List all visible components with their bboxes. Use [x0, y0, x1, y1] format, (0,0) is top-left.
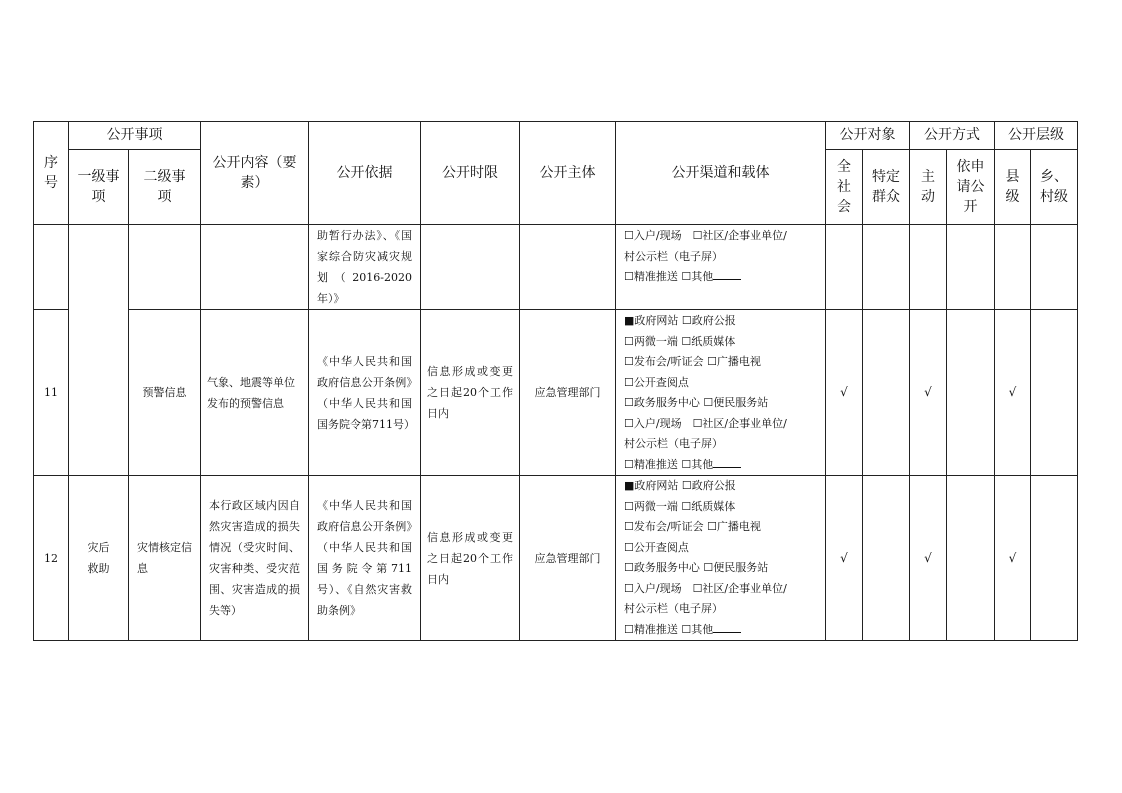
cell-channels — [616, 310, 826, 476]
cell-method-active — [910, 225, 947, 310]
table-row — [34, 310, 1078, 476]
channel-line: ☐政务服务中心 ☐便民服务站 — [624, 561, 769, 574]
cell-level1 — [69, 225, 129, 476]
cell-basis: 助暂行办法》、《国家综合防灾减灾规划（2016-2020年）》 — [309, 225, 421, 310]
header-level-township: 乡、村级 — [1031, 150, 1078, 225]
cell-level-township — [1031, 476, 1078, 641]
channel-line: ☐政务服务中心 ☐便民服务站 — [624, 396, 769, 409]
header-content: 公开内容（要素） — [201, 122, 309, 225]
blank-underline — [713, 456, 741, 468]
cell-audience-all: √ — [826, 310, 863, 476]
cell-content: 本行政区域内因自然灾害造成的损失情况（受灾时间、灾害种类、受灾范围、灾害造成的损失等） — [201, 476, 309, 641]
cell-level2: 灾情核定信息 — [129, 476, 201, 641]
cell-time-limit — [421, 225, 520, 310]
channel-line: ☐入户/现场 ☐社区/企事业单位/ — [624, 416, 787, 430]
header-audience-all: 全社会 — [826, 150, 863, 225]
header-method-request: 依申请公开 — [947, 150, 995, 225]
cell-level-township — [1031, 310, 1078, 476]
channel-line: 村公示栏（电子屏） — [624, 249, 723, 263]
cell-method-request — [947, 476, 995, 641]
cell-method-active: √ — [910, 310, 947, 476]
disclosure-table — [33, 121, 1078, 641]
cell-seq: 11 — [34, 310, 69, 476]
channel-line: ☐精准推送 ☐其他 — [624, 267, 825, 288]
table-row — [34, 225, 1078, 310]
cell-method-active: √ — [910, 476, 947, 641]
cell-content — [201, 225, 309, 310]
channel-line: ☐精准推送 ☐其他 — [624, 455, 825, 476]
channel-line: ☐入户/现场 ☐社区/企事业单位/ — [624, 581, 787, 595]
header-method-active: 主动 — [910, 150, 947, 225]
cell-level-township — [1031, 225, 1078, 310]
cell-channels — [616, 225, 826, 310]
cell-level2 — [129, 225, 201, 310]
cell-audience-all: √ — [826, 476, 863, 641]
table-row — [34, 476, 1078, 641]
cell-subject: 应急管理部门 — [520, 310, 616, 476]
cell-content: 气象、地震等单位发布的预警信息 — [201, 310, 309, 476]
header-basis: 公开依据 — [309, 122, 421, 225]
header-level: 公开层级 — [995, 122, 1078, 150]
cell-time-limit: 信息形成或变更之日起20个工作日内 — [421, 310, 520, 476]
header-channel: 公开渠道和载体 — [616, 122, 826, 225]
header-subject: 公开主体 — [520, 122, 616, 225]
cell-channels — [616, 476, 826, 641]
cell-subject — [520, 225, 616, 310]
channel-line: ☐精准推送 ☐其他 — [624, 620, 825, 641]
channel-line: ☐发布会/听证会 ☐广播电视 — [624, 355, 761, 368]
header-method: 公开方式 — [910, 122, 995, 150]
cell-seq — [34, 225, 69, 310]
header-seq: 序号 — [34, 122, 69, 225]
cell-subject: 应急管理部门 — [520, 476, 616, 641]
channel-line: 村公示栏（电子屏） — [624, 602, 723, 615]
channel-line: ☐两微一端 ☐纸质媒体 — [624, 334, 736, 348]
header-matter: 公开事项 — [69, 122, 201, 150]
cell-time-limit: 信息形成或变更之日起20个工作日内 — [421, 476, 520, 641]
cell-audience-specific — [863, 476, 910, 641]
cell-method-request — [947, 225, 995, 310]
cell-level-county — [995, 225, 1031, 310]
header-level1: 一级事项 — [69, 150, 129, 225]
header-level2: 二级事项 — [129, 150, 201, 225]
cell-level-county: √ — [995, 310, 1031, 476]
channel-line: ☐两微一端 ☐纸质媒体 — [624, 499, 736, 513]
channel-line: ☐公开查阅点 — [624, 540, 689, 554]
channel-line: ☐公开查阅点 — [624, 375, 689, 389]
header-level-county: 县级 — [995, 150, 1031, 225]
channel-line: ☐发布会/听证会 ☐广播电视 — [624, 520, 761, 533]
cell-seq: 12 — [34, 476, 69, 641]
header-audience: 公开对象 — [826, 122, 910, 150]
blank-underline — [713, 268, 741, 280]
cell-level-county: √ — [995, 476, 1031, 641]
cell-audience-all — [826, 225, 863, 310]
cell-level2: 预警信息 — [129, 310, 201, 476]
cell-audience-specific — [863, 310, 910, 476]
cell-basis: 《中华人民共和国政府信息公开条例》（中华人民共和国国务院令第711号） — [309, 310, 421, 476]
blank-underline — [713, 621, 741, 633]
cell-level1: 灾后救助 — [69, 476, 129, 641]
channel-line: 村公示栏（电子屏） — [624, 437, 723, 450]
header-time-limit: 公开时限 — [421, 122, 520, 225]
channel-line: ■政府网站 ☐政府公报 — [624, 314, 736, 327]
channel-line: ■政府网站 ☐政府公报 — [624, 479, 736, 492]
cell-audience-specific — [863, 225, 910, 310]
header-audience-specific: 特定群众 — [863, 150, 910, 225]
channel-line: ☐入户/现场 ☐社区/企事业单位/ — [624, 229, 787, 242]
cell-method-request — [947, 310, 995, 476]
cell-basis: 《中华人民共和国政府信息公开条例》（中华人民共和国国务院令第711号）、《自然灾害救助条例》 — [309, 476, 421, 641]
